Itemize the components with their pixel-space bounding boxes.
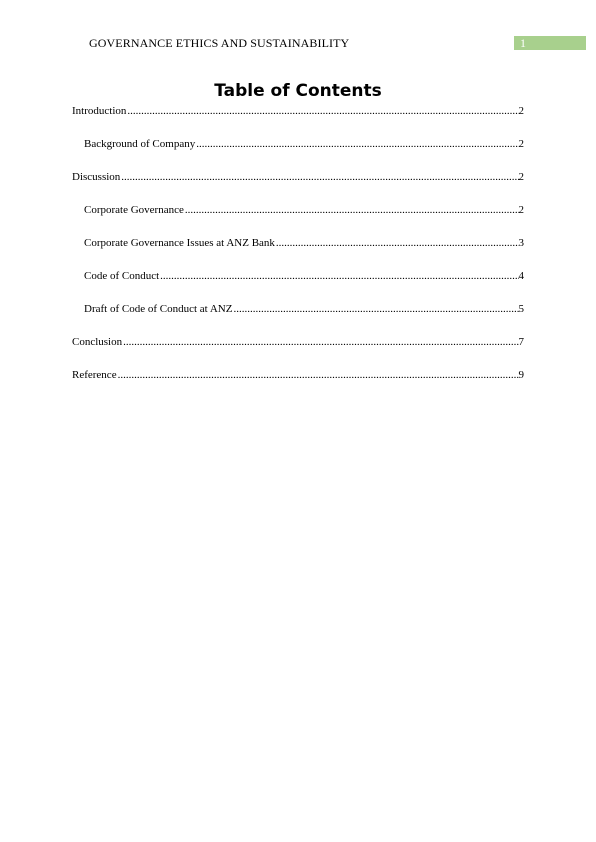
toc-entry-page: 2 [518,138,524,150]
toc-entry-label: Code of Conduct [84,270,160,282]
toc-entry-label: Corporate Governance Issues at ANZ Bank [84,237,275,249]
toc-dot-leader [233,302,518,316]
toc-entry-page: 3 [518,237,524,249]
toc-entry-page: 9 [518,369,524,381]
running-header-title: GOVERNANCE ETHICS AND SUSTAINABILITY [89,36,350,50]
toc-heading: Table of Contents [214,81,382,101]
toc-entry-background-of-company[interactable] [72,137,524,170]
toc-entry-label: Reference [72,369,117,381]
toc-dot-leader [118,368,519,382]
toc-entry-governance-issues-anz[interactable] [72,236,524,269]
toc-entry-introduction[interactable] [72,104,524,137]
table-of-contents [72,104,524,401]
toc-dot-leader [196,137,518,151]
toc-entry-draft-code-of-conduct[interactable] [72,302,524,335]
toc-entry-page: 2 [518,105,524,117]
toc-entry-reference[interactable] [72,368,524,401]
toc-dot-leader [160,269,518,283]
toc-entry-page: 7 [518,336,524,348]
toc-entry-page: 2 [518,204,524,216]
toc-entry-page: 4 [518,270,524,282]
toc-entry-label: Discussion [72,171,121,183]
toc-entry-label: Introduction [72,105,127,117]
toc-dot-leader [121,170,518,184]
toc-entry-label: Draft of Code of Conduct at ANZ [84,303,233,315]
page-number-badge [514,36,586,50]
toc-entry-corporate-governance[interactable] [72,203,524,236]
toc-dot-leader [276,236,519,250]
page-number: 1 [520,36,526,50]
toc-entry-conclusion[interactable] [72,335,524,368]
toc-entry-page: 2 [518,171,524,183]
toc-dot-leader [185,203,519,217]
toc-entry-page: 5 [518,303,524,315]
toc-entry-discussion[interactable] [72,170,524,203]
toc-dot-leader [123,335,518,349]
toc-dot-leader [127,104,518,118]
toc-entry-label: Conclusion [72,336,123,348]
toc-entry-code-of-conduct[interactable] [72,269,524,302]
toc-entry-label: Corporate Governance [84,204,184,216]
toc-entry-label: Background of Company [84,138,196,150]
